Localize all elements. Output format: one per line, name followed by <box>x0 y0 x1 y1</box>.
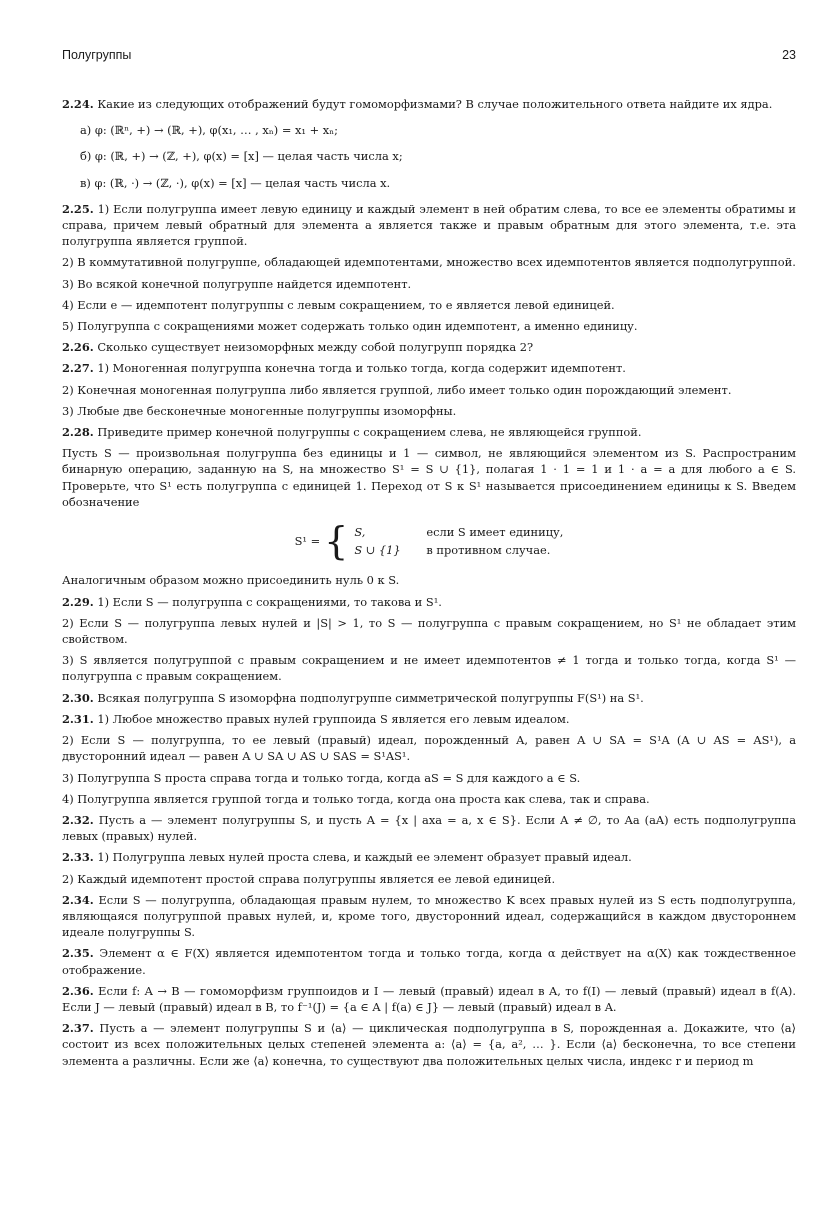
adjoining-zero-text: Аналогичным образом можно присоединить нуль 0 к S. <box>62 573 400 588</box>
case-1-value: S, <box>354 525 366 540</box>
s1-definition-formula <box>62 519 796 564</box>
left-brace-icon: { <box>324 519 349 564</box>
adjoining-identity-text: Пусть S — произвольная полугруппа без единицы и 1 — символ, не являющийся элементом из S. Распространим бинарную операцию, заданную на S, на множество S¹ = S ∪ {1}, полагая 1 · 1 = 1 и 1 · a = a для любого a ∈ S. Проверьте, что S¹ есть полугруппа с единицей 1. Переход от S к S¹ называется присоединением единицы к S. Введем обозначение <box>62 446 796 509</box>
problem-2-37: 2.37. Пусть a — элемент полугруппы S и ⟨a⟩ — циклическая подполугруппа в S, порожденная a. Докажите, что ⟨a⟩ состоит из всех положительных целых степеней элемента a: ⟨a⟩ = {a, a², … }. Если ⟨a⟩ бесконечна, то все степени элемента a различны. Если же ⟨a⟩ конечна, то существуют два положительных целых числа, индекс r и период m <box>62 1021 796 1068</box>
problem-2-27: 2.27. 1) Моногенная полугруппа конечна тогда и только тогда, когда содержит идемпотент. <box>62 361 626 376</box>
problem-2-31-part-3: 3) Полугруппа S проста справа тогда и только тогда, когда aS = S для каждого a ∈ S. <box>62 770 581 785</box>
problem-2-27-part-2: 2) Конечная моногенная полугруппа либо является группой, либо имеет только один порождающий элемент. <box>62 382 732 397</box>
problem-2-26: 2.26. Сколько существует неизоморфных между собой полугрупп порядка 2? <box>62 340 534 355</box>
case-2-value: S ∪ {1} <box>354 543 401 558</box>
problem-2-24-item-a: а) φ: (ℝⁿ, +) → (ℝ, +), φ(x₁, … , xₙ) = x₁ + xₙ; <box>80 123 338 138</box>
case-1-condition: если S имеет единицу, <box>426 525 564 540</box>
problem-2-25-part-4: 4) Если e — идемпотент полугруппы с левым сокращением, то e является левой единицей. <box>62 297 615 312</box>
problem-2-29-part-3: 3) S является полугруппой с правым сокращением и не имеет идемпотентов ≠ 1 тогда и только тогда, когда S¹ — полугруппа с правым сокращением. <box>62 653 796 684</box>
page-number: 23 <box>782 48 796 62</box>
problem-2-30: 2.30. Всякая полугруппа S изоморфна подполугруппе симметрической полугруппы F(S¹) на S¹. <box>62 690 644 705</box>
problem-2-28: 2.28. Приведите пример конечной полугруппы с сокращением слева, не являющейся группой. <box>62 425 642 440</box>
problem-2-29: 2.29. 1) Если S — полугруппа с сокращениями, то такова и S¹. <box>62 594 442 609</box>
problem-2-25: 2.25. 1) Если полугруппа имеет левую единицу и каждый элемент в ней обратим слева, то все ее элементы обратимы и справа, причем левый обратный для элемента a является также и правым обратным для этого элемента, т.е. эта полугруппа является группой. <box>62 201 796 249</box>
problem-2-25-part-3: 3) Во всякой конечной полугруппе найдется идемпотент. <box>62 276 412 291</box>
formula-lhs: S¹ = <box>294 534 321 549</box>
problem-2-36: 2.36. Если f: A → B — гомоморфизм группоидов и I — левый (правый) идеал в A, то f(I) — левый (правый) идеал в f(A). Если J — левый (правый) идеал в B, то f⁻¹(J) = {a ∈ A | f(a) ∈ J} — левый (правый) идеал в A. <box>62 983 796 1014</box>
problem-2-27-part-3: 3) Любые две бесконечные моногенные полугруппы изоморфны. <box>62 403 457 418</box>
page-body <box>62 96 796 1074</box>
page-header <box>62 48 796 62</box>
formula-cases <box>354 524 563 558</box>
problem-2-35: 2.35. Элемент α ∈ F(X) является идемпотентом тогда и только тогда, когда α действует на α(X) как тождественное отображение. <box>62 946 796 977</box>
problem-2-31-part-2: 2) Если S — полугруппа, то ее левый (правый) идеал, порожденный A, равен A ∪ SA = S¹A (A ∪ AS = AS¹), а двусторонний идеал — равен A ∪ SA ∪ AS ∪ SAS = S¹AS¹. <box>62 733 796 764</box>
problem-2-33: 2.33. 1) Полугруппа левых нулей проста слева, и каждый ее элемент образует правый идеал. <box>62 850 632 865</box>
problem-2-25-part-5: 5) Полугруппа с сокращениями может содержать только один идемпотент, а именно единицу. <box>62 319 638 334</box>
problem-2-25-part-2: 2) В коммутативной полугруппе, обладающей идемпотентами, множество всех идемпотентов является подполугруппой. <box>62 255 796 270</box>
problem-2-31: 2.31. 1) Любое множество правых нулей группоида S является его левым идеалом. <box>62 711 570 726</box>
problem-2-29-part-2: 2) Если S — полугруппа левых нулей и |S| > 1, то S — полугруппа с правым сокращением, но S¹ не обладает этим свойством. <box>62 615 796 647</box>
problem-2-32: 2.32. Пусть a — элемент полугруппы S, и пусть A = {x | axa = a, x ∈ S}. Если A ≠ ∅, то Aa (aA) есть подполугруппа левых (правых) нулей. <box>62 812 796 844</box>
running-title: Полугруппы <box>62 48 132 62</box>
case-2-condition: в противном случае. <box>426 543 551 558</box>
problem-2-33-part-2: 2) Каждый идемпотент простой справа полугруппы является ее левой единицей. <box>62 871 556 886</box>
problem-2-24-item-b: б) φ: (ℝ, +) → (ℤ, +), φ(x) = [x] — целая часть числа x; <box>80 149 403 164</box>
problem-2-34: 2.34. Если S — полугруппа, обладающая правым нулем, то множество K всех правых нулей из S есть подполугруппа, являющаяся полугруппой правых нулей, и, кроме того, двусторонний идеал, содержащийся в каждом двустороннем идеале полугруппы S. <box>62 892 796 940</box>
problem-2-24-item-c: в) φ: (ℝ, ·) → (ℤ, ·), φ(x) = [x] — целая часть числа x. <box>80 175 391 190</box>
problem-2-24: 2.24. Какие из следующих отображений будут гомоморфизмами? В случае положительного ответа найдите их ядра. <box>62 97 773 111</box>
problem-2-31-part-4: 4) Полугруппа является группой тогда и только тогда, когда она проста как слева, так и справа. <box>62 791 650 806</box>
